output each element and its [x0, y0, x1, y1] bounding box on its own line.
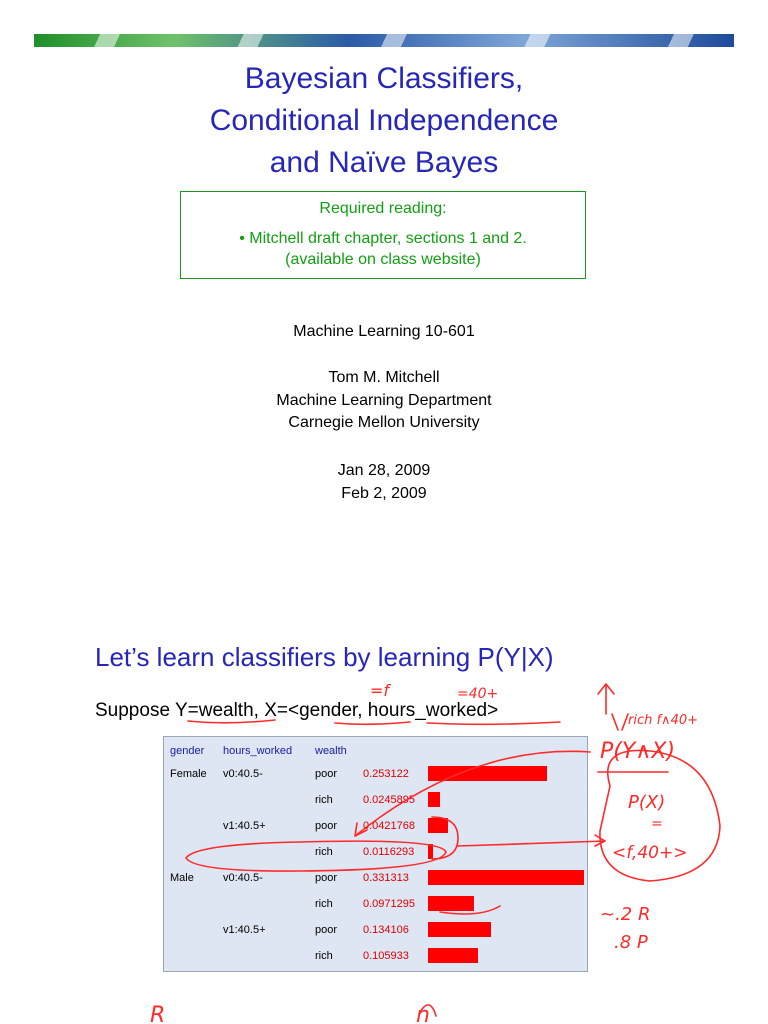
course-name: Machine Learning 10-601: [293, 323, 475, 340]
title-line-2: Conditional Independence: [209, 104, 559, 137]
table-row: [164, 816, 587, 838]
cell-probability: 0.0971295: [363, 898, 415, 910]
y-definition: Y=wealth: [174, 700, 254, 721]
reading-item-line-1: • Mitchell draft chapter, sections 1 and 2.: [239, 230, 527, 247]
cell-probability: 0.0421768: [363, 820, 415, 832]
slide-heading: Let’s learn classifiers by learning P(Y|X): [95, 642, 554, 672]
header-wealth: wealth: [315, 745, 347, 757]
author-name: Tom M. Mitchell: [328, 369, 440, 386]
note-tuple: <f,40+>: [612, 843, 688, 863]
note-pyx: P(Y∧X): [600, 739, 676, 764]
note-bottom-right: n: [416, 1003, 430, 1024]
suppose-prefix: Suppose: [95, 700, 175, 721]
course-info: [0, 321, 768, 344]
x-var-gender: gender: [299, 700, 358, 721]
joint-distribution-table: [163, 736, 588, 972]
slide-title: [0, 58, 768, 184]
author-info: [0, 367, 768, 435]
cell-hours-worked: v1:40.5+: [223, 924, 266, 936]
reading-item-line-2: (available on class website): [285, 251, 481, 268]
cell-gender: Male: [170, 872, 194, 884]
underline-hours: [427, 722, 560, 724]
note-bottom-left: R: [150, 1003, 166, 1024]
dates-info: [0, 460, 768, 505]
cell-wealth: poor: [315, 768, 338, 780]
content-slide: [0, 576, 768, 1024]
cell-probability: 0.105933: [363, 950, 409, 962]
suppose-suffix: >: [487, 700, 499, 721]
probability-bar: [428, 870, 584, 885]
cell-hours-worked: v1:40.5+: [223, 820, 266, 832]
probability-bar: [428, 766, 547, 781]
arrow-up: [598, 684, 614, 714]
title-line-3: and Naïve Bayes: [269, 146, 499, 179]
header-gender: gender: [170, 745, 205, 757]
note-equals: =: [651, 816, 663, 832]
note-px: P(X): [628, 792, 666, 813]
cell-probability: 0.331313: [363, 872, 409, 884]
stroke-bottom: [420, 1005, 436, 1016]
cell-hours-worked: v0:40.5-: [223, 768, 263, 780]
header-hours-worked: hours_worked: [223, 745, 293, 757]
cell-gender: Female: [170, 768, 207, 780]
arrow-pair: [612, 714, 628, 730]
cell-probability: 0.0116293: [363, 846, 415, 858]
cell-wealth: poor: [315, 924, 338, 936]
arrow-head-2: [595, 835, 605, 846]
university: Carnegie Mellon University: [288, 414, 480, 431]
circle-px: [600, 750, 720, 881]
table-row: [164, 790, 587, 812]
probability-bar: [428, 948, 478, 963]
cell-wealth: poor: [315, 872, 338, 884]
underline-gender: [335, 722, 410, 724]
table-row: [164, 946, 587, 968]
probability-bar: [428, 844, 433, 859]
note-40plus: =40+: [457, 686, 499, 702]
cell-probability: 0.134106: [363, 924, 409, 936]
table-row: [164, 764, 587, 786]
date-1: Jan 28, 2009: [337, 462, 431, 479]
table-row: [164, 920, 587, 942]
reading-heading: Required reading:: [319, 200, 447, 217]
cell-probability: 0.0245895: [363, 794, 415, 806]
note-rich-f-40plus: rich f∧40+: [628, 713, 699, 728]
department: Machine Learning Department: [276, 391, 492, 409]
date-2: Feb 2, 2009: [341, 484, 427, 502]
reading-item: [181, 228, 585, 270]
cell-probability: 0.253122: [363, 768, 409, 780]
note-f: =f: [370, 681, 390, 700]
cell-wealth: rich: [315, 950, 333, 962]
note-ratio-rich: ~.2 R: [600, 904, 651, 925]
cell-wealth: rich: [315, 794, 333, 806]
suppose-line: [95, 700, 498, 722]
suppose-mid: , X=<: [253, 700, 300, 721]
probability-bar: [428, 818, 448, 833]
table-row: [164, 868, 587, 890]
suppose-sep: ,: [357, 700, 368, 721]
cell-wealth: rich: [315, 846, 333, 858]
cell-wealth: rich: [315, 898, 333, 910]
table-row: [164, 894, 587, 916]
probability-bar: [428, 792, 440, 807]
probability-bar: [428, 896, 474, 911]
title-line-1: Bayesian Classifiers,: [244, 62, 524, 95]
x-var-hours: hours_worked: [367, 700, 488, 721]
cell-wealth: poor: [315, 820, 338, 832]
header-banner: [34, 34, 734, 47]
note-ratio-poor: .8 P: [614, 932, 648, 953]
required-reading-box: [180, 191, 586, 279]
cell-hours-worked: v0:40.5-: [223, 872, 263, 884]
probability-bar: [428, 922, 491, 937]
table-row: [164, 842, 587, 864]
